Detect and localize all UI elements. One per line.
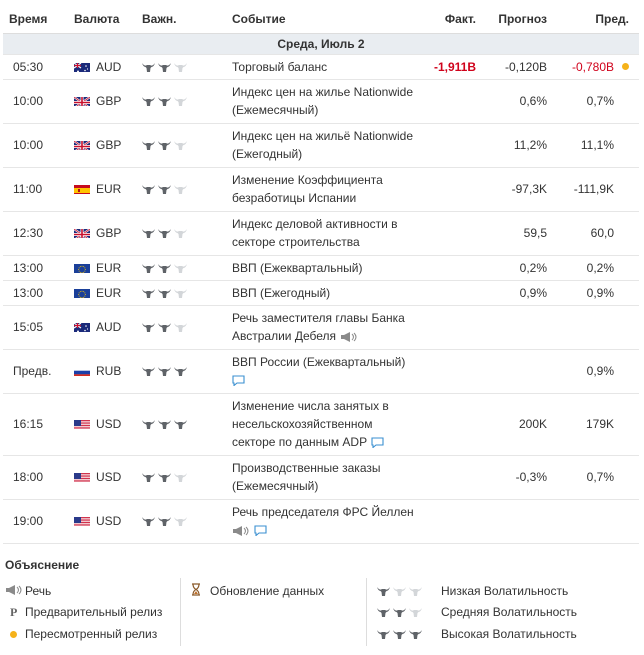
event-currency (68, 393, 136, 455)
event-name-line: Австралии Дебеля (232, 329, 337, 343)
event-currency (68, 123, 136, 167)
table-header-row (3, 6, 639, 33)
currency-code: GBP (96, 138, 122, 152)
event-title[interactable] (226, 167, 422, 211)
event-title[interactable] (226, 255, 422, 280)
event-title[interactable] (226, 280, 422, 305)
previous-value: 0,9% (586, 285, 614, 300)
flag-eu-icon (74, 287, 90, 298)
header-event[interactable]: Событие (226, 6, 422, 33)
bull-icon-inactive (174, 516, 187, 527)
bull-icon-active (158, 322, 171, 333)
event-forecast: 0,9% (482, 280, 553, 305)
bull-icon-active (158, 472, 171, 483)
header-previous[interactable]: Пред. (553, 6, 639, 33)
event-time: 13:00 (3, 255, 68, 280)
flag-eu-icon (74, 262, 90, 273)
event-previous (553, 349, 639, 393)
previous-value: 11,1% (580, 138, 614, 152)
bull-icon-active (377, 629, 390, 640)
event-actual (422, 305, 482, 349)
event-title[interactable] (226, 393, 422, 455)
event-time: 18:00 (3, 455, 68, 499)
event-currency (68, 54, 136, 79)
event-importance (136, 455, 226, 499)
currency-code: AUD (96, 59, 122, 74)
legend-medium (377, 603, 577, 621)
event-previous (553, 280, 639, 305)
event-name-line: несельскохозяйственном (232, 417, 373, 431)
event-importance (136, 305, 226, 349)
table-row[interactable] (3, 455, 639, 499)
bull-icon-inactive (174, 96, 187, 107)
event-previous (553, 255, 639, 280)
currency-code: USD (96, 514, 122, 528)
event-name-line: Изменение числа занятых в (232, 399, 389, 413)
legend-preliminary (5, 603, 162, 621)
event-previous (553, 211, 639, 255)
event-name-line: Индекс цен на жильё Nationwide (232, 129, 414, 143)
event-previous (553, 393, 639, 455)
event-importance (136, 167, 226, 211)
previous-value: 0,2% (586, 260, 614, 275)
event-name-line: Изменение Коэффициента (232, 173, 383, 187)
event-name-line: Речь заместителя главы Банка (232, 311, 405, 325)
bull-icon-inactive (409, 607, 422, 618)
event-importance (136, 393, 226, 455)
revised-dot-icon (5, 627, 25, 641)
bull-icon-active (158, 228, 171, 239)
revised-dot-icon[interactable] (622, 63, 629, 70)
hourglass-icon (190, 583, 210, 599)
bull-icon-active (158, 366, 171, 377)
event-previous (553, 167, 639, 211)
event-actual (422, 393, 482, 455)
event-name-line: ВВП (Ежегодный) (232, 285, 331, 300)
bull-icon-active (142, 62, 155, 73)
flag-ru-icon (74, 365, 90, 376)
table-row[interactable] (3, 167, 639, 211)
previous-value: 0,7% (586, 470, 614, 484)
event-title[interactable] (226, 305, 422, 349)
event-name-line: Индекс цен на жилье Nationwide (232, 85, 414, 99)
flag-gb-icon (74, 95, 90, 106)
table-row[interactable] (3, 54, 639, 79)
event-name-line: Торговый баланс (232, 59, 328, 74)
event-title[interactable] (226, 211, 422, 255)
table-row[interactable] (3, 280, 639, 305)
previous-value: 60,0 (590, 226, 614, 240)
event-forecast: 0,6% (482, 79, 553, 123)
legend (0, 556, 644, 655)
event-forecast: 0,2% (482, 255, 553, 280)
legend-low (377, 582, 568, 600)
event-time: 11:00 (3, 167, 68, 211)
event-time: 16:15 (3, 393, 68, 455)
event-currency (68, 499, 136, 543)
currency-code: EUR (96, 182, 122, 196)
bull-icon-active (158, 140, 171, 151)
event-name-line: секторе по данным ADP (232, 435, 368, 449)
event-importance (136, 349, 226, 393)
event-importance (136, 499, 226, 543)
event-forecast: -0,3% (482, 455, 553, 499)
event-name-line: секторе строительства (232, 235, 360, 249)
legend-low-label: Низкая Волатильность (441, 584, 569, 598)
economic-calendar-table (3, 6, 639, 544)
bull-icon-active (142, 228, 155, 239)
event-previous (553, 123, 639, 167)
event-actual (422, 79, 482, 123)
currency-code: EUR (96, 285, 122, 300)
flag-gb-icon (74, 139, 90, 150)
event-time: 12:30 (3, 211, 68, 255)
bull-icon-inactive (174, 228, 187, 239)
comment-icon[interactable] (232, 375, 245, 386)
currency-code: EUR (96, 260, 122, 275)
event-forecast (482, 499, 553, 543)
table-row[interactable] (3, 393, 639, 455)
previous-value: -0,780B (571, 59, 614, 74)
bull-icon-active (142, 419, 155, 430)
megaphone-icon (5, 584, 25, 598)
bull-icon-active (158, 288, 171, 299)
event-name-line: ВВП (Ежеквартальный) (232, 260, 363, 275)
bull-icon-active (142, 263, 155, 274)
event-currency (68, 79, 136, 123)
table-row[interactable] (3, 499, 639, 543)
event-time: 10:00 (3, 123, 68, 167)
bull-icon-inactive (174, 263, 187, 274)
bull-icon-inactive (409, 586, 422, 597)
table-row[interactable] (3, 123, 639, 167)
event-time: 15:05 (3, 305, 68, 349)
medium-volatility-bulls-icon (377, 607, 441, 618)
bull-icon-active (158, 516, 171, 527)
header-time[interactable]: Время (3, 6, 68, 33)
bull-icon-active (142, 184, 155, 195)
table-row[interactable] (3, 255, 639, 280)
currency-code: USD (96, 417, 122, 431)
bull-icon-inactive (174, 140, 187, 151)
comment-icon[interactable] (371, 437, 384, 448)
event-previous (553, 79, 639, 123)
day-label: Среда, Июль 2 (3, 33, 639, 54)
bull-icon-active (158, 263, 171, 274)
legend-revised-label: Пересмотренный релиз (25, 627, 158, 641)
legend-high-label: Высокая Волатильность (441, 627, 577, 641)
bull-icon-inactive (393, 586, 406, 597)
bull-icon-active (377, 607, 390, 618)
bull-icon-active (142, 140, 155, 151)
high-volatility-bulls-icon (377, 629, 441, 640)
bull-icon-active (158, 62, 171, 73)
event-actual (422, 211, 482, 255)
currency-code: RUB (96, 364, 122, 378)
legend-title: Объяснение (5, 558, 80, 572)
event-importance (136, 79, 226, 123)
event-actual: -1,911B (422, 54, 482, 79)
bull-icon-active (142, 366, 155, 377)
legend-revised (5, 625, 157, 643)
event-title[interactable] (226, 499, 422, 543)
table-row[interactable] (3, 305, 639, 349)
legend-divider-1 (180, 578, 181, 646)
event-name-line: Индекс деловой активности в (232, 217, 398, 231)
header-forecast[interactable]: Прогноз (482, 6, 553, 33)
megaphone-icon[interactable] (340, 332, 358, 342)
event-actual (422, 280, 482, 305)
bull-icon-inactive (174, 184, 187, 195)
currency-code: AUD (96, 320, 122, 334)
previous-value: 0,9% (586, 364, 614, 378)
event-title[interactable] (226, 123, 422, 167)
flag-us-icon (74, 471, 90, 482)
event-name-line: Речь председателя ФРС Йеллен (232, 505, 414, 519)
event-importance (136, 255, 226, 280)
bull-icon-active (174, 419, 187, 430)
legend-preliminary-label: Предварительный релиз (25, 605, 163, 619)
event-forecast (482, 349, 553, 393)
event-title[interactable] (226, 455, 422, 499)
event-name-line: безработицы Испании (232, 191, 357, 205)
bull-icon-active (158, 96, 171, 107)
event-forecast: -97,3K (482, 167, 553, 211)
event-currency (68, 305, 136, 349)
event-forecast (482, 305, 553, 349)
bull-icon-active (174, 366, 187, 377)
event-name-line: (Ежемесячный) (232, 479, 319, 493)
flag-es-icon (74, 183, 90, 194)
flag-gb-icon (74, 227, 90, 238)
event-time: 19:00 (3, 499, 68, 543)
preliminary-p-icon: P (10, 604, 18, 619)
low-volatility-bulls-icon (377, 586, 441, 597)
flag-au-icon (74, 61, 90, 72)
bull-icon-inactive (174, 472, 187, 483)
day-header-row (3, 33, 639, 54)
event-previous (553, 499, 639, 543)
event-forecast: 59,5 (482, 211, 553, 255)
table-row[interactable] (3, 349, 639, 393)
bull-icon-active (142, 472, 155, 483)
event-time: Предв. (3, 349, 68, 393)
event-previous (553, 455, 639, 499)
event-time: 10:00 (3, 79, 68, 123)
event-previous (553, 54, 639, 79)
legend-divider-2 (366, 578, 367, 646)
bull-icon-active (377, 586, 390, 597)
header-actual[interactable]: Факт. (422, 6, 482, 33)
previous-value: -111,9K (573, 182, 614, 196)
bull-icon-active (393, 629, 406, 640)
bull-icon-inactive (174, 288, 187, 299)
flag-us-icon (74, 418, 90, 429)
bull-icon-active (409, 629, 422, 640)
legend-speech (5, 582, 51, 600)
header-currency[interactable]: Валюта (68, 6, 136, 33)
event-actual (422, 349, 482, 393)
event-actual (422, 167, 482, 211)
event-forecast: 11,2% (482, 123, 553, 167)
megaphone-icon[interactable] (232, 526, 250, 536)
flag-us-icon (74, 515, 90, 526)
flag-au-icon (74, 321, 90, 332)
event-forecast: -0,120B (482, 54, 553, 79)
event-name-line: (Ежегодный) (232, 147, 303, 161)
event-importance (136, 123, 226, 167)
bull-icon-active (393, 607, 406, 618)
previous-value: 179K (585, 417, 614, 431)
event-actual (422, 455, 482, 499)
event-title[interactable] (226, 79, 422, 123)
event-title[interactable] (226, 349, 422, 393)
event-previous (553, 305, 639, 349)
table-row[interactable] (3, 211, 639, 255)
table-row[interactable] (3, 79, 639, 123)
bull-icon-inactive (174, 322, 187, 333)
event-currency (68, 349, 136, 393)
previous-value: 0,7% (586, 94, 614, 108)
event-time: 13:00 (3, 280, 68, 305)
bull-icon-inactive (174, 62, 187, 73)
event-name-line: ВВП России (Ежеквартальный) (232, 355, 406, 369)
bull-icon-active (142, 288, 155, 299)
bull-icon-active (142, 96, 155, 107)
bull-icon-active (158, 184, 171, 195)
event-forecast: 200K (482, 393, 553, 455)
legend-data-update (190, 582, 324, 600)
event-name-line: Производственные заказы (232, 461, 381, 475)
event-importance (136, 280, 226, 305)
event-actual (422, 255, 482, 280)
legend-high (377, 625, 577, 643)
currency-code: GBP (96, 226, 122, 240)
legend-speech-label: Речь (25, 584, 52, 598)
event-currency (68, 255, 136, 280)
bull-icon-active (158, 419, 171, 430)
bull-icon-active (142, 322, 155, 333)
event-currency (68, 211, 136, 255)
currency-code: USD (96, 470, 122, 484)
event-currency (68, 280, 136, 305)
event-importance (136, 54, 226, 79)
event-currency (68, 167, 136, 211)
event-name-line: (Ежемесячный) (232, 103, 319, 117)
bull-icon-active (142, 516, 155, 527)
comment-icon[interactable] (254, 525, 267, 536)
event-currency (68, 455, 136, 499)
event-actual (422, 499, 482, 543)
event-time: 05:30 (3, 54, 68, 79)
legend-medium-label: Средняя Волатильность (441, 605, 578, 619)
event-title[interactable] (226, 54, 422, 79)
legend-data-update-label: Обновление данных (210, 584, 325, 598)
event-importance (136, 211, 226, 255)
event-actual (422, 123, 482, 167)
header-importance[interactable]: Важн. (136, 6, 226, 33)
currency-code: GBP (96, 94, 122, 108)
